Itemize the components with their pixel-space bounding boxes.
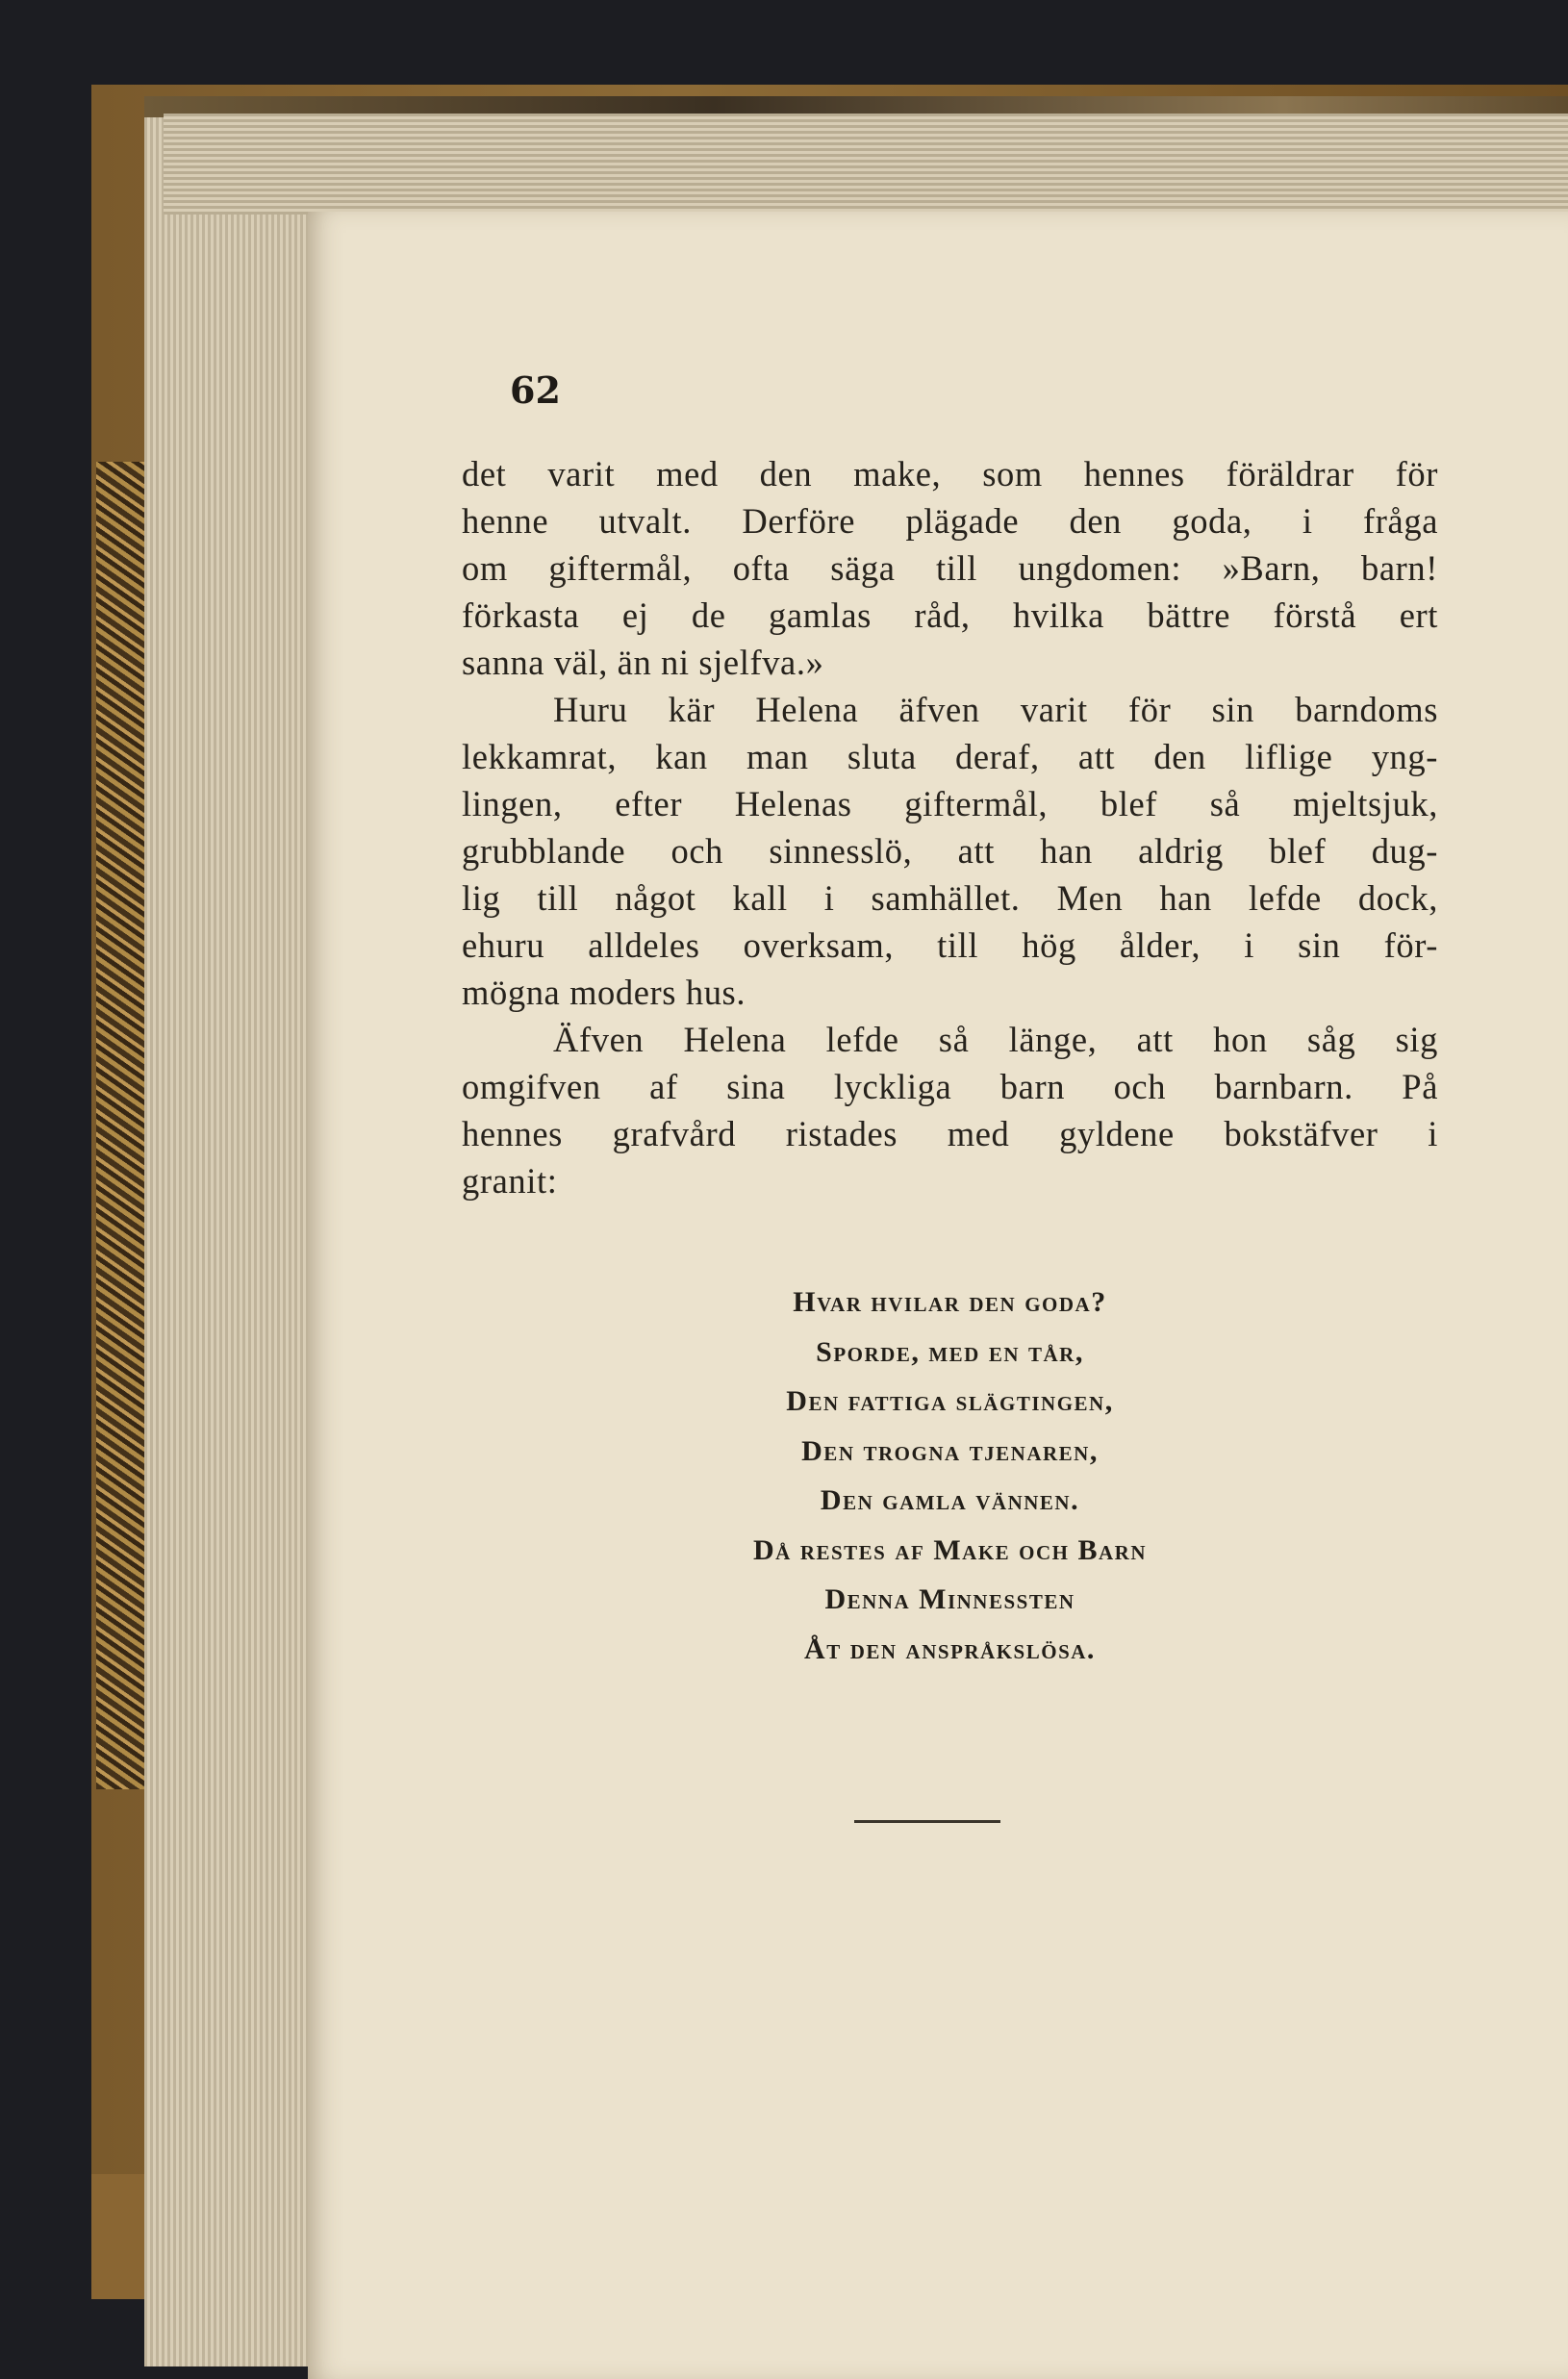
inscription-line: Denna Minnessten [824, 1583, 1075, 1615]
inscription-line: Den trogna tjenaren, [801, 1434, 1099, 1467]
text-line: det varit med den make, som hennes föräldrar för [462, 454, 1438, 494]
text-line: omgifven af sina lyckliga barn och barnbarn. På [462, 1067, 1438, 1106]
inscription-line: Den fattiga slägtingen, [786, 1385, 1114, 1417]
marbled-spine-edge [96, 462, 144, 1789]
inscription-line: Då restes af Make och Barn [752, 1533, 1148, 1566]
body-text [462, 450, 1438, 1204]
text-line: lekkamrat, kan man sluta deraf, att den liflige yng- [462, 737, 1438, 776]
text-line: förkasta ej de gamlas råd, hvilka bättre förstå ert [462, 595, 1438, 635]
epitaph-inscription [462, 1278, 1438, 1674]
top-page-edges [164, 114, 1568, 215]
text-line: om giftermål, ofta säga till ungdomen: »Barn, barn! [462, 548, 1438, 588]
inscription-line: Den gamla vännen. [820, 1484, 1080, 1516]
text-line: mögna moders hus. [462, 973, 746, 1012]
text-line: grubblande och sinnesslö, att han aldrig blef dug- [462, 831, 1438, 871]
text-line: hennes grafvård ristades med gyldene bokstäfver i [462, 1114, 1438, 1153]
text-line: henne utvalt. Derföre plägade den goda, i fråga [462, 501, 1438, 541]
page-number: 62 [510, 368, 561, 412]
inscription-line: Sporde, med en tår, [816, 1335, 1084, 1368]
text-line: lig till något kall i samhället. Men han lefde dock, [462, 878, 1438, 918]
section-divider [854, 1820, 1000, 1823]
text-line: ehuru alldeles overksam, till hög ålder, i sin för- [462, 925, 1438, 965]
text-line: Huru kär Helena äfven varit för sin barndoms [553, 690, 1438, 729]
inscription-line: Hvar hvilar den goda? [793, 1286, 1107, 1318]
text-line: sanna väl, än ni sjelfva.» [462, 643, 824, 682]
book-page [308, 212, 1568, 2379]
text-line: granit: [462, 1161, 558, 1201]
inscription-line: Åt den anspråkslösa. [804, 1632, 1096, 1665]
text-line: lingen, efter Helenas giftermål, blef så mjeltsjuk, [462, 784, 1438, 823]
text-line: Äfven Helena lefde så länge, att hon såg sig [553, 1020, 1438, 1059]
